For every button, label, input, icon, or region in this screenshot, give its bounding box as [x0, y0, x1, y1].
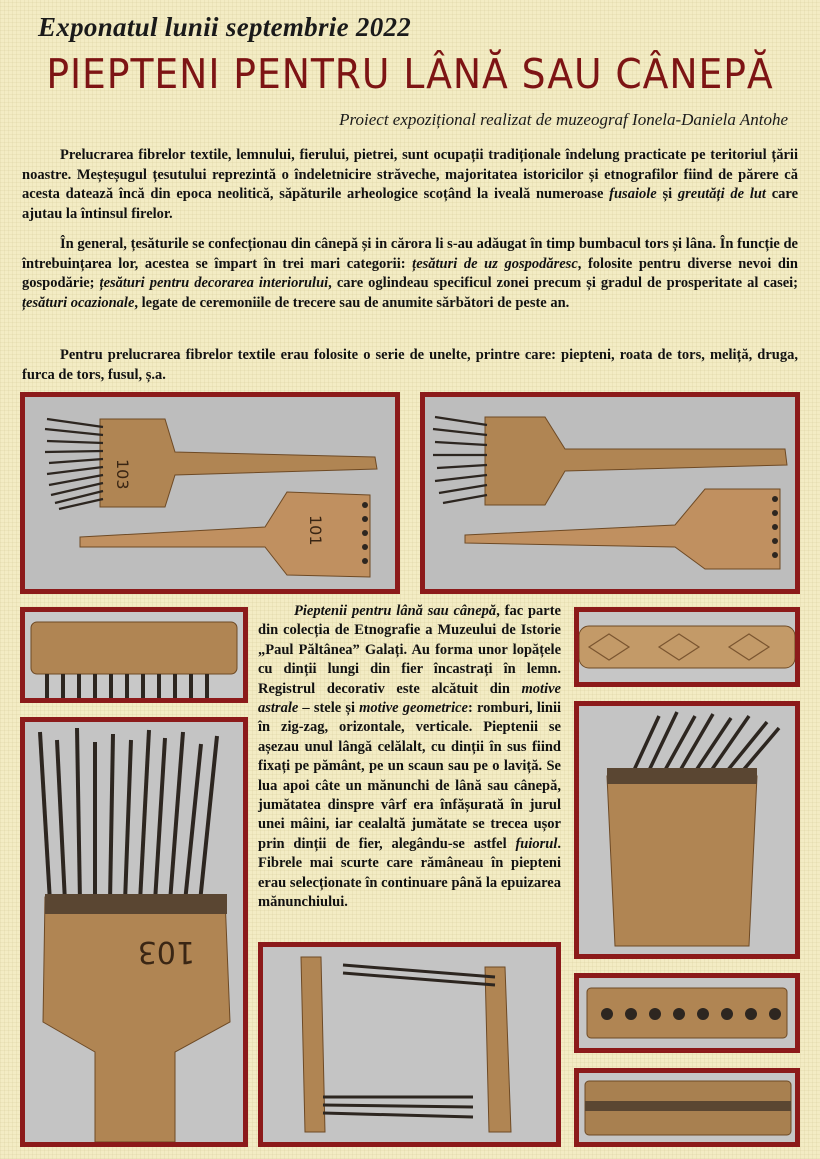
exhibit-month: Exponatul lunii septembrie 2022 [38, 12, 412, 42]
intro-paragraph-1: Prelucrarea fibrelor textile, lemnului, fierului, pietrei, sunt ocupații tradiționale îndelung practicate pe teritoriul țării noastre. Meșteșugul țesutului reprezintă o îndeletnicire străveche, majoritatea istoricilor și etnografilor fiind de părere că acesta datează încă din epoca neolitică, săpăturile arheologice scoțând la iveală numeroase fusaiole și greutăți de lut care ajutau la întinsul firelor. [22, 147, 799, 222]
photo-comb-vertical [20, 717, 248, 1147]
intro-paragraph-3: Pentru prelucrarea fibrelor textile erau folosite o serie de unelte, printre care: piepteni, roata de tors, meliță, druga, furca de tors, fusul, ș.a. [22, 347, 798, 383]
collection-description: Pieptenii pentru lână sau cânepă, fac parte din colecția de Etnografie a Muzeului de Istorie „Paul Păltânea” Galați. Au forma unor lopățele cu dinții lungi din fier încastrați în lemn. Registrul decorativ este alcătuit din motive astrale – stele și motive geometrice: romburi, linii în zig-zag, orizontale, verticale. Pieptenii se așezau unul lângă celălalt, cu dinții în sus fiind fixați pe pământ, pe un scaun sau pe o laviță. Se lua apoi câte un mănunchi de lână sau cânepă, jumătatea dinspre vârf era înfășurată în jurul unei mâini, iar cealaltă jumătate se trecea ușor prin dinții de fier, alegându-se astfel fuiorul. Fibrele mai scurte care rămâneau în piepteni erau selecționate în continuare până la epuizarea mănunchiului. [258, 603, 561, 911]
photo-combs-back [420, 392, 800, 594]
photo-riveted-edge [574, 973, 800, 1053]
page-title: PIEPTENI PENTRU LÂNĂ SAU CÂNEPĂ [46, 50, 774, 98]
inventory-number-3: 103 [137, 934, 195, 969]
photo-handle-detail [574, 607, 800, 687]
inventory-number-2: 101 [306, 515, 325, 546]
project-credit: Proiect expozițional realizat de muzeograf Ionela-Daniela Antohe [339, 110, 788, 129]
photo-comb-paddle [574, 701, 800, 959]
photo-comb-detail-teeth [20, 607, 248, 703]
photo-combs-front [20, 392, 400, 594]
photo-top-edge [574, 1068, 800, 1147]
photo-combs-side [258, 942, 561, 1147]
intro-paragraph-2: În general, țesăturile se confecționau din cânepă și in cărora li s-au adăugat în timp bumbacul tors și lâna. În funcție de întrebuințarea lor, acestea se împart în trei mari categorii: țesături de uz gospodăresc, folosite pentru diverse nevoi din gospodărie; țesături pentru decorarea interiorului, care oglindeau specificul zonei precum și gradul de prosperitate al casei; țesături ocazionale, legate de ceremoniile de trecere sau de anumite sărbători de peste an. [22, 236, 799, 311]
inventory-number-1: 103 [113, 459, 132, 490]
